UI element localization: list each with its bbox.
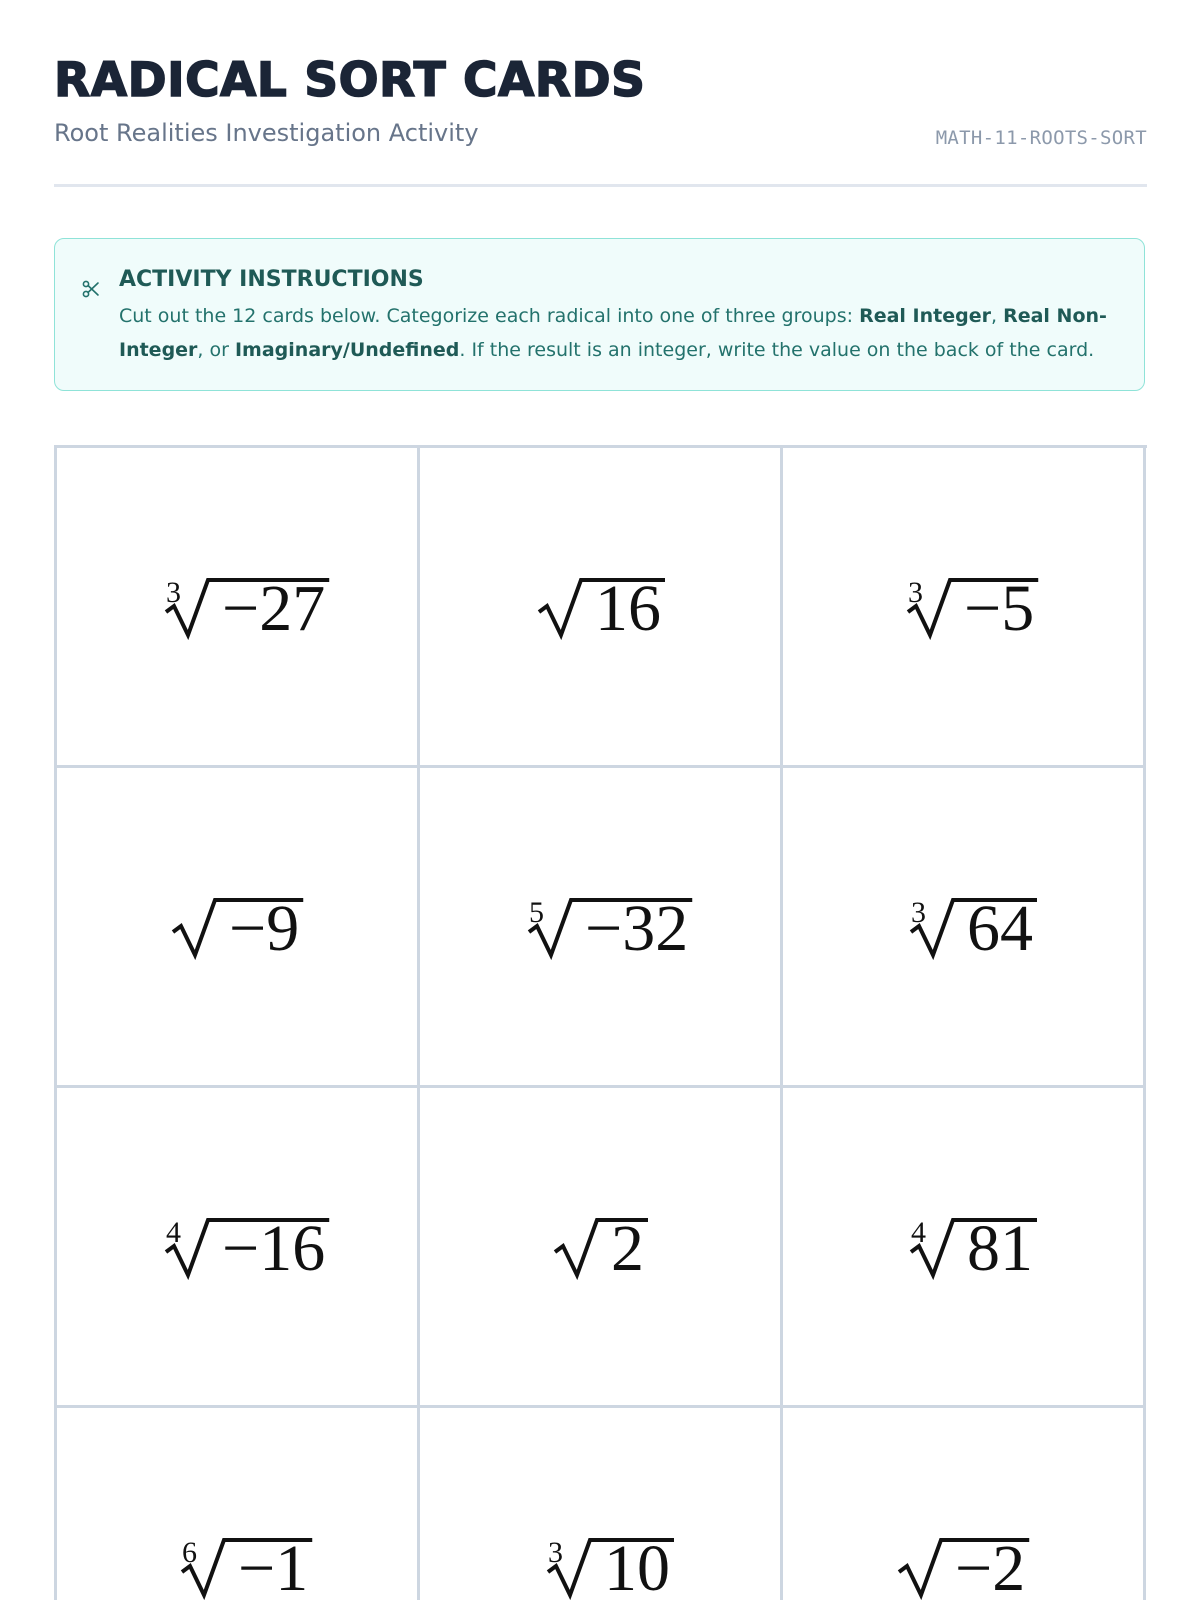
radicand: −1 bbox=[238, 1532, 309, 1600]
radical-expression bbox=[57, 1408, 417, 1600]
radical-card[interactable] bbox=[420, 1408, 783, 1600]
radicand: 10 bbox=[604, 1532, 670, 1600]
radical-index: 3 bbox=[548, 1536, 563, 1569]
radicand: −16 bbox=[222, 1212, 326, 1285]
instructions-separator: , bbox=[990, 305, 1004, 327]
worksheet-code: MATH-11-ROOTS-SORT bbox=[935, 127, 1147, 149]
radicand: 64 bbox=[967, 892, 1033, 965]
radical-index: 4 bbox=[911, 1216, 926, 1249]
radicand: 16 bbox=[595, 572, 661, 645]
radical-expression bbox=[420, 1088, 780, 1405]
radical-index: 3 bbox=[911, 896, 926, 929]
radical-index: 6 bbox=[182, 1536, 197, 1569]
radical-card[interactable] bbox=[57, 1088, 420, 1408]
radical-card[interactable] bbox=[783, 448, 1146, 768]
radical-card[interactable] bbox=[783, 1408, 1146, 1600]
radical-card[interactable] bbox=[420, 768, 783, 1088]
radicand: −2 bbox=[955, 1532, 1026, 1600]
radical-expression bbox=[783, 448, 1143, 765]
radical-expression bbox=[420, 448, 780, 765]
radicand: −32 bbox=[585, 892, 689, 965]
group-real-non-integer: Real Non-Integer bbox=[119, 305, 1107, 361]
radicand: −9 bbox=[229, 892, 300, 965]
group-imaginary-undefined: Imaginary/Undefined bbox=[234, 339, 460, 361]
radicand: −5 bbox=[964, 572, 1035, 645]
instructions-box bbox=[54, 238, 1145, 391]
radicand: −27 bbox=[222, 572, 326, 645]
instructions-text-part: Cut out the 12 cards below. Categorize each radical into one of three groups: bbox=[119, 305, 860, 327]
instructions-text-part: . If the result is an integer, write the value on the back of the card. bbox=[459, 339, 1095, 361]
radical-card[interactable] bbox=[57, 1408, 420, 1600]
radical-card[interactable] bbox=[783, 768, 1146, 1088]
radicand: 2 bbox=[611, 1212, 644, 1285]
radical-index: 3 bbox=[166, 576, 181, 609]
instructions-title: ACTIVITY INSTRUCTIONS bbox=[119, 267, 424, 292]
radical-index: 5 bbox=[529, 896, 544, 929]
card-grid bbox=[54, 445, 1147, 1600]
page-header bbox=[54, 52, 1147, 187]
radical-card[interactable] bbox=[420, 448, 783, 768]
instructions-separator: , or bbox=[197, 339, 235, 361]
radical-card[interactable] bbox=[420, 1088, 783, 1408]
radical-expression bbox=[420, 1408, 780, 1600]
radical-expression bbox=[420, 768, 780, 1085]
radical-expression bbox=[783, 1408, 1143, 1600]
radical-card[interactable] bbox=[57, 448, 420, 768]
scissors-icon bbox=[81, 279, 101, 299]
instructions-text bbox=[119, 299, 1119, 367]
group-real-integer: Real Integer bbox=[859, 305, 991, 327]
radical-card[interactable] bbox=[57, 768, 420, 1088]
radical-expression bbox=[783, 768, 1143, 1085]
page-subtitle: Root Realities Investigation Activity bbox=[54, 119, 479, 147]
page-title: RADICAL SORT CARDS bbox=[54, 53, 646, 108]
radical-expression bbox=[783, 1088, 1143, 1405]
radical-expression bbox=[57, 768, 417, 1085]
radical-card[interactable] bbox=[783, 1088, 1146, 1408]
radical-expression bbox=[57, 1088, 417, 1405]
radical-index: 3 bbox=[908, 576, 923, 609]
radical-index: 4 bbox=[166, 1216, 181, 1249]
radical-expression bbox=[57, 448, 417, 765]
radicand: 81 bbox=[967, 1212, 1033, 1285]
